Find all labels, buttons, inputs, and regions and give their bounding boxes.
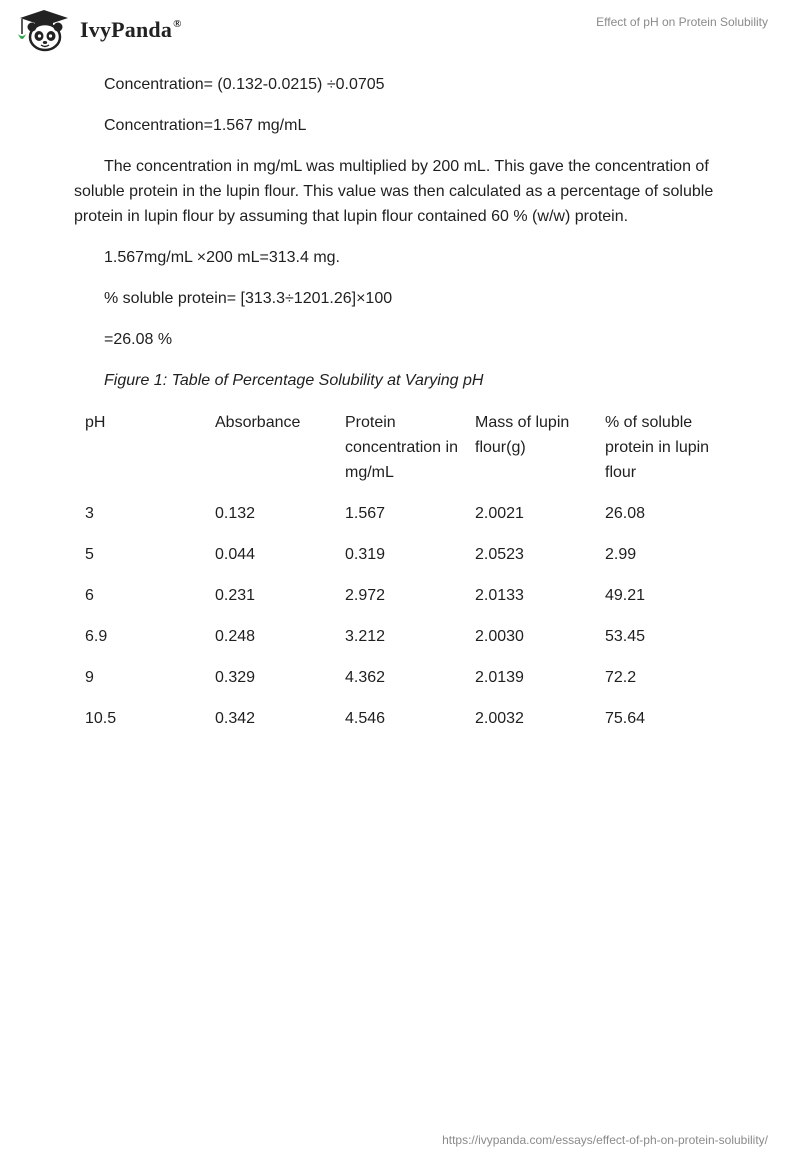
column-header: Absorbance <box>215 414 301 431</box>
table-cell: 2.0133 <box>475 587 524 604</box>
table-cell: 10.5 <box>85 710 117 727</box>
table-cell: 75.64 <box>605 710 646 727</box>
table-cell: 3.212 <box>345 628 386 645</box>
figure-caption: Figure 1: Table of Percentage Solubility at Varying pH <box>104 372 484 389</box>
formula-line: Concentration= (0.132-0.0215) ÷0.0705 <box>104 76 385 93</box>
table-row <box>74 583 724 624</box>
formula-result: Concentration=1.567 mg/mL <box>104 117 307 134</box>
table-cell: 4.362 <box>345 669 386 686</box>
table-cell: 4.546 <box>345 710 386 727</box>
body-paragraph: The concentration in mg/mL was multiplied by 200 mL. This gave the concentration of soluble protein in the lupin flour. This value was then calculated as a percentage of soluble protein in lupin flour by assuming that lupin flour contained 60 % (w/w) protein. <box>74 158 714 225</box>
table-cell: 9 <box>85 669 94 686</box>
table-cell: 0.044 <box>215 546 256 563</box>
calculation-line: 1.567mg/mL ×200 mL=313.4 mg. <box>104 249 340 266</box>
site-logo[interactable] <box>14 8 182 52</box>
table-cell: 6 <box>85 587 94 604</box>
calculation-result: =26.08 % <box>104 331 173 348</box>
table-cell: 0.342 <box>215 710 256 727</box>
table-header-row <box>74 410 724 501</box>
table-cell: 72.2 <box>605 669 637 686</box>
table-cell: 0.248 <box>215 628 256 645</box>
table-cell: 2.972 <box>345 587 386 604</box>
table-row <box>74 665 724 706</box>
table-cell: 2.0030 <box>475 628 524 645</box>
table-row <box>74 706 724 747</box>
table-cell: 3 <box>85 505 94 522</box>
calculation-line: % soluble protein= [313.3÷1201.26]×100 <box>104 290 393 307</box>
table-cell: 2.0021 <box>475 505 524 522</box>
table-cell: 26.08 <box>605 505 646 522</box>
source-url-link[interactable]: https://ivypanda.com/essays/effect-of-ph-on-protein-solubility/ <box>442 1133 768 1147</box>
panda-logo-icon <box>14 8 74 52</box>
table-cell: 0.231 <box>215 587 256 604</box>
table-cell: 53.45 <box>605 628 646 645</box>
document-title: Effect of pH on Protein Solubility <box>596 15 768 29</box>
column-header: pH <box>85 414 106 431</box>
table-cell: 2.0139 <box>475 669 524 686</box>
table-cell: 6.9 <box>85 628 108 645</box>
table-cell: 2.99 <box>605 546 637 563</box>
logo-wordmark: IvyPanda® <box>80 17 182 42</box>
table-row <box>74 624 724 665</box>
table-cell: 5 <box>85 546 94 563</box>
table-cell: 0.132 <box>215 505 256 522</box>
table-row <box>74 542 724 583</box>
table-cell: 1.567 <box>345 505 386 522</box>
table-cell: 0.319 <box>345 546 386 563</box>
document-body <box>74 72 734 747</box>
column-header: Mass of lupin flour(g) <box>475 414 570 456</box>
table-cell: 49.21 <box>605 587 646 604</box>
column-header: Protein concentration in mg/mL <box>345 414 458 481</box>
table-cell: 0.329 <box>215 669 256 686</box>
column-header: % of soluble protein in lupin flour <box>605 414 710 481</box>
solubility-table <box>74 410 724 747</box>
table-cell: 2.0032 <box>475 710 524 727</box>
table-row <box>74 501 724 542</box>
table-cell: 2.0523 <box>475 546 524 563</box>
registered-mark: ® <box>173 18 182 30</box>
